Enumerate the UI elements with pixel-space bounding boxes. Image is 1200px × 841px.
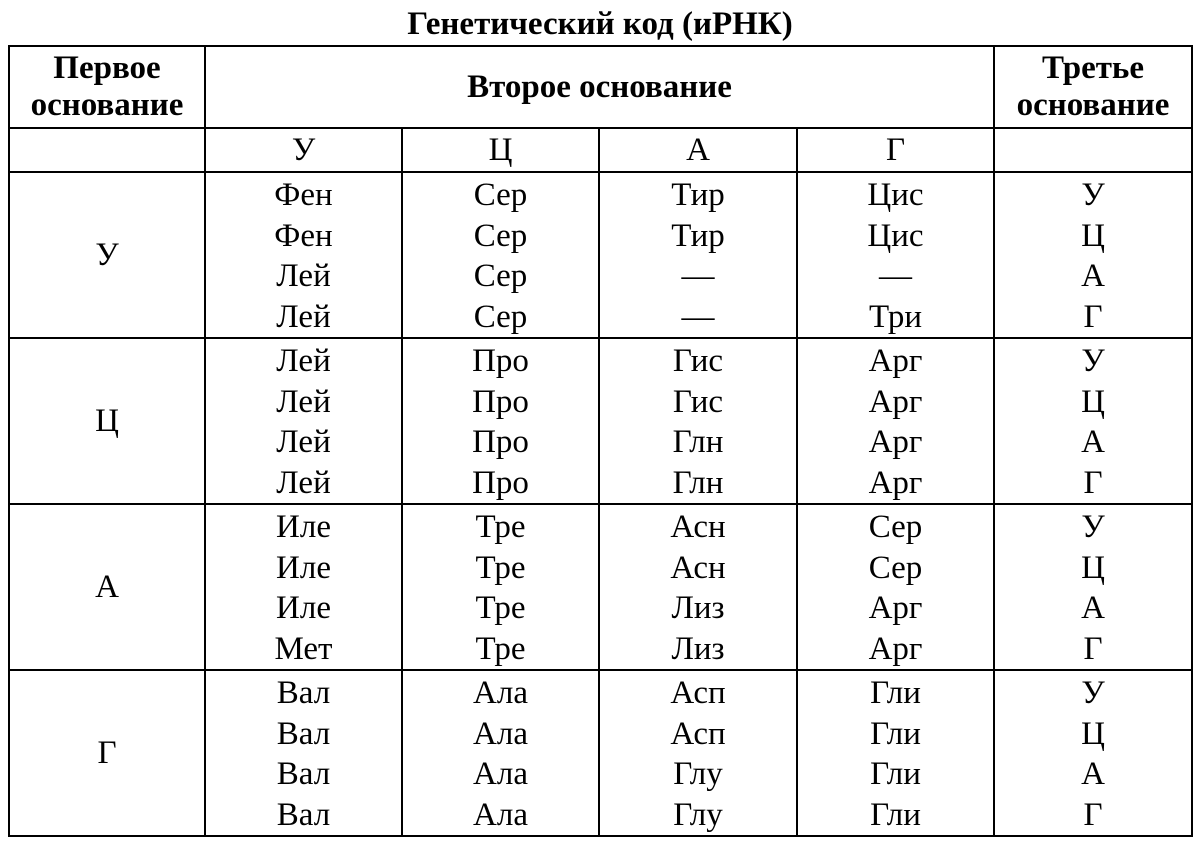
amino-acid: Тре bbox=[475, 590, 526, 626]
amino-acid-cell bbox=[205, 670, 402, 836]
amino-acid: Лей bbox=[276, 343, 331, 379]
amino-acid-cell bbox=[205, 172, 402, 338]
amino-acid: Ала bbox=[473, 715, 528, 752]
amino-acid: Цис bbox=[867, 217, 924, 254]
amino-acid: Лей bbox=[276, 298, 331, 335]
amino-acid: Тир bbox=[671, 217, 725, 254]
amino-acid: Лей bbox=[276, 258, 331, 294]
amino-acid-cell bbox=[599, 338, 797, 504]
table-row bbox=[9, 172, 1192, 338]
amino-acid: — bbox=[879, 258, 912, 294]
amino-acid-cell bbox=[797, 338, 994, 504]
third-base-label: А bbox=[1081, 590, 1105, 626]
amino-acid-cell bbox=[402, 172, 599, 338]
second-base-label: Г bbox=[797, 128, 994, 172]
genetic-code-table bbox=[8, 45, 1193, 837]
amino-acid: Ала bbox=[473, 756, 528, 792]
third-base-label: А bbox=[1081, 756, 1105, 792]
first-base-cell: У bbox=[9, 172, 205, 338]
third-base-cell bbox=[994, 338, 1192, 504]
amino-acid: Асн bbox=[670, 509, 726, 545]
amino-acid-cell bbox=[205, 338, 402, 504]
amino-acid: Асп bbox=[670, 715, 726, 752]
amino-acid: Фен bbox=[274, 177, 333, 213]
amino-acid-cell bbox=[797, 172, 994, 338]
amino-acid: Сер bbox=[473, 258, 528, 294]
third-base-label: Г bbox=[1083, 630, 1103, 667]
second-base-label: У bbox=[205, 128, 402, 172]
third-base-label: У bbox=[1081, 177, 1105, 213]
table-row bbox=[9, 670, 1192, 836]
amino-acid: Арг bbox=[868, 590, 923, 626]
amino-acid: Гис bbox=[672, 383, 724, 420]
third-base-label: Ц bbox=[1081, 383, 1105, 420]
third-base-label: А bbox=[1081, 258, 1105, 294]
amino-acid: Ала bbox=[473, 675, 528, 711]
amino-acid: Тир bbox=[671, 177, 725, 213]
amino-acid: Три bbox=[868, 298, 923, 335]
amino-acid: Вал bbox=[276, 756, 331, 792]
amino-acid: Сер bbox=[473, 298, 528, 335]
third-base-label: Г bbox=[1083, 796, 1103, 833]
empty-cell bbox=[994, 128, 1192, 172]
third-base-label: Ц bbox=[1081, 549, 1105, 586]
amino-acid-cell bbox=[797, 504, 994, 670]
second-base-label: Ц bbox=[402, 128, 599, 172]
amino-acid: Про bbox=[472, 383, 529, 420]
third-base-label: У bbox=[1081, 343, 1105, 379]
page-title: Генетический код (иРНК) bbox=[407, 6, 793, 42]
third-base-header: Третье основание bbox=[994, 46, 1192, 128]
amino-acid: Вал bbox=[276, 675, 331, 711]
amino-acid: Гли bbox=[870, 796, 921, 833]
amino-acid: Лиз bbox=[671, 630, 725, 667]
amino-acid: Гли bbox=[870, 675, 921, 711]
amino-acid-cell bbox=[402, 504, 599, 670]
amino-acid: Про bbox=[472, 343, 529, 379]
third-base-label: У bbox=[1081, 675, 1105, 711]
amino-acid: Иле bbox=[276, 549, 331, 586]
amino-acid-cell bbox=[599, 172, 797, 338]
amino-acid: Асн bbox=[670, 549, 726, 586]
amino-acid: Мет bbox=[274, 630, 333, 667]
amino-acid-cell bbox=[205, 504, 402, 670]
third-base-label: Г bbox=[1083, 464, 1103, 501]
table-row bbox=[9, 338, 1192, 504]
amino-acid: Арг bbox=[868, 464, 923, 501]
amino-acid: — bbox=[681, 258, 715, 294]
amino-acid-cell bbox=[599, 670, 797, 836]
amino-acid: Сер bbox=[868, 549, 923, 586]
amino-acid: Лиз bbox=[671, 590, 725, 626]
third-base-cell bbox=[994, 504, 1192, 670]
table-row bbox=[9, 504, 1192, 670]
amino-acid: Фен bbox=[274, 217, 333, 254]
third-base-label: А bbox=[1081, 424, 1105, 460]
amino-acid-cell bbox=[402, 670, 599, 836]
amino-acid: Про bbox=[472, 424, 529, 460]
amino-acid: Арг bbox=[868, 424, 923, 460]
amino-acid: Про bbox=[472, 464, 529, 501]
amino-acid: Ала bbox=[473, 796, 528, 833]
first-base-header: Первое основание bbox=[9, 46, 205, 128]
first-base-cell: А bbox=[9, 504, 205, 670]
third-base-cell bbox=[994, 670, 1192, 836]
second-base-label: А bbox=[599, 128, 797, 172]
second-base-row bbox=[9, 128, 1192, 172]
amino-acid: Сер bbox=[473, 177, 528, 213]
amino-acid: Асп bbox=[670, 675, 726, 711]
third-base-label: Г bbox=[1083, 298, 1103, 335]
amino-acid: — bbox=[681, 298, 715, 335]
amino-acid: Тре bbox=[475, 630, 526, 667]
header-row bbox=[9, 46, 1192, 128]
amino-acid: Гис bbox=[672, 343, 724, 379]
amino-acid: Вал bbox=[276, 796, 331, 833]
amino-acid: Глу bbox=[673, 756, 723, 792]
first-base-cell: Г bbox=[9, 670, 205, 836]
third-base-label: У bbox=[1081, 509, 1105, 545]
amino-acid: Вал bbox=[276, 715, 331, 752]
amino-acid: Сер bbox=[868, 509, 923, 545]
amino-acid: Арг bbox=[868, 630, 923, 667]
amino-acid: Лей bbox=[276, 464, 331, 501]
third-base-cell bbox=[994, 172, 1192, 338]
amino-acid: Иле bbox=[276, 509, 331, 545]
amino-acid-cell bbox=[797, 670, 994, 836]
first-base-cell: Ц bbox=[9, 338, 205, 504]
amino-acid-cell bbox=[402, 338, 599, 504]
amino-acid: Тре bbox=[475, 549, 526, 586]
amino-acid: Иле bbox=[276, 590, 331, 626]
amino-acid: Глн bbox=[672, 424, 724, 460]
amino-acid: Гли bbox=[870, 715, 921, 752]
amino-acid: Глу bbox=[673, 796, 723, 833]
amino-acid: Лей bbox=[276, 424, 331, 460]
amino-acid: Сер bbox=[473, 217, 528, 254]
third-base-label: Ц bbox=[1081, 715, 1105, 752]
third-base-label: Ц bbox=[1081, 217, 1105, 254]
second-base-header: Второе основание bbox=[205, 46, 994, 128]
amino-acid: Лей bbox=[276, 383, 331, 420]
amino-acid: Гли bbox=[870, 756, 921, 792]
amino-acid: Глн bbox=[672, 464, 724, 501]
amino-acid-cell bbox=[599, 504, 797, 670]
amino-acid: Тре bbox=[475, 509, 526, 545]
amino-acid: Арг bbox=[868, 343, 923, 379]
empty-cell bbox=[9, 128, 205, 172]
amino-acid: Цис bbox=[867, 177, 924, 213]
amino-acid: Арг bbox=[868, 383, 923, 420]
